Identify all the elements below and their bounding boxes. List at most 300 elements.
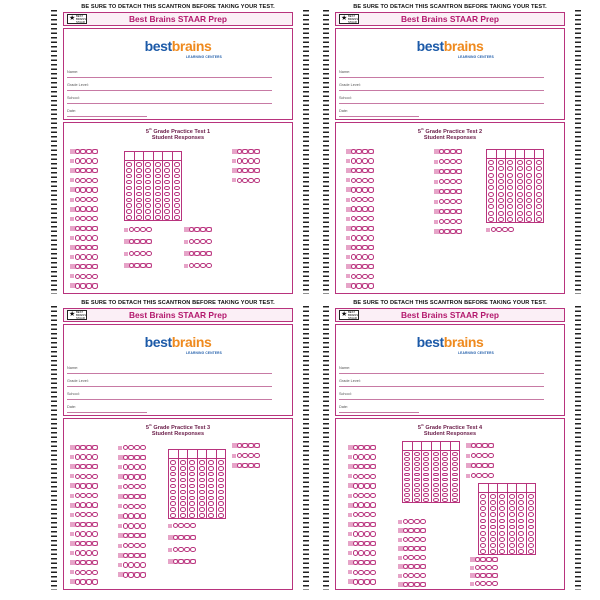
answer-bubble[interactable] — [194, 227, 199, 232]
answer-bubble[interactable] — [80, 522, 85, 527]
answer-bubble[interactable] — [444, 159, 449, 164]
digit-bubble[interactable] — [174, 215, 180, 220]
answer-bubble[interactable] — [368, 158, 373, 163]
answer-bubble[interactable] — [92, 245, 97, 250]
answer-bubble[interactable] — [351, 187, 356, 192]
digit-bubble[interactable] — [199, 490, 205, 495]
digit-bubble[interactable] — [155, 192, 161, 197]
answer-bubble-row[interactable] — [70, 178, 98, 183]
digit-bubble[interactable] — [507, 192, 513, 197]
answer-bubble[interactable] — [86, 254, 91, 259]
answer-bubble[interactable] — [403, 519, 408, 524]
digit-bubble[interactable] — [499, 500, 505, 505]
answer-bubble[interactable] — [444, 169, 449, 174]
digit-bubble[interactable] — [404, 452, 410, 456]
answer-bubble[interactable] — [80, 274, 85, 279]
answer-bubble[interactable] — [403, 546, 408, 551]
school-field[interactable]: School: — [67, 95, 272, 104]
answer-bubble[interactable] — [408, 573, 413, 578]
digit-bubble[interactable] — [136, 192, 142, 197]
answer-bubble[interactable] — [75, 483, 80, 488]
answer-bubble[interactable] — [184, 523, 189, 528]
digit-bubble[interactable] — [404, 498, 410, 502]
answer-bubble[interactable] — [368, 216, 373, 221]
answer-bubble[interactable] — [420, 573, 425, 578]
answer-bubble[interactable] — [92, 216, 97, 221]
answer-bubble[interactable] — [92, 531, 97, 536]
digit-bubble[interactable] — [136, 180, 142, 185]
answer-bubble-row[interactable] — [346, 197, 374, 202]
digit-bubble[interactable] — [498, 185, 504, 190]
answer-bubble[interactable] — [128, 543, 133, 548]
answer-bubble-row[interactable] — [70, 445, 98, 450]
digit-bubble[interactable] — [208, 490, 214, 495]
answer-bubble-row[interactable] — [470, 557, 498, 562]
griddable-response[interactable] — [478, 483, 536, 555]
answer-bubble[interactable] — [456, 189, 461, 194]
answer-bubble[interactable] — [123, 484, 128, 489]
digit-bubble[interactable] — [509, 537, 515, 542]
answer-bubble[interactable] — [92, 235, 97, 240]
answer-bubble-row[interactable] — [118, 514, 146, 519]
answer-bubble[interactable] — [414, 564, 419, 569]
answer-bubble[interactable] — [471, 453, 476, 458]
answer-bubble[interactable] — [362, 254, 367, 259]
digit-bubble[interactable] — [174, 162, 180, 167]
digit-bubble[interactable] — [189, 501, 195, 506]
digit-bubble[interactable] — [528, 494, 534, 499]
digit-bubble[interactable] — [499, 506, 505, 511]
answer-bubble[interactable] — [370, 454, 375, 459]
answer-bubble[interactable] — [368, 168, 373, 173]
answer-bubble[interactable] — [444, 179, 449, 184]
answer-bubble[interactable] — [128, 533, 133, 538]
school-field[interactable]: School: — [339, 391, 544, 400]
answer-bubble[interactable] — [356, 245, 361, 250]
answer-bubble[interactable] — [254, 168, 259, 173]
answer-bubble-row[interactable] — [434, 149, 462, 154]
answer-bubble-row[interactable] — [348, 493, 376, 498]
digit-bubble[interactable] — [208, 472, 214, 477]
answer-bubble[interactable] — [450, 199, 455, 204]
answer-bubble[interactable] — [123, 523, 128, 528]
digit-bubble[interactable] — [208, 460, 214, 465]
answer-bubble[interactable] — [475, 581, 480, 586]
answer-bubble-row[interactable] — [118, 504, 146, 509]
digit-bubble[interactable] — [498, 211, 504, 216]
digit-bubble[interactable] — [145, 198, 151, 203]
digit-bubble[interactable] — [145, 215, 151, 220]
digit-bubble[interactable] — [499, 519, 505, 524]
answer-bubble-row[interactable] — [70, 159, 98, 164]
digit-bubble[interactable] — [199, 513, 205, 518]
answer-bubble[interactable] — [370, 550, 375, 555]
answer-bubble[interactable] — [146, 263, 151, 268]
answer-bubble-row[interactable] — [434, 169, 462, 174]
digit-bubble[interactable] — [164, 203, 170, 208]
answer-bubble[interactable] — [134, 464, 139, 469]
answer-bubble[interactable] — [123, 464, 128, 469]
answer-bubble[interactable] — [75, 226, 80, 231]
digit-bubble[interactable] — [155, 203, 161, 208]
answer-bubble[interactable] — [254, 158, 259, 163]
answer-bubble[interactable] — [86, 445, 91, 450]
answer-bubble[interactable] — [356, 283, 361, 288]
answer-bubble[interactable] — [370, 474, 375, 479]
answer-bubble[interactable] — [456, 149, 461, 154]
answer-bubble[interactable] — [370, 445, 375, 450]
answer-bubble[interactable] — [86, 197, 91, 202]
answer-bubble-row[interactable] — [124, 239, 152, 244]
digit-bubble[interactable] — [180, 478, 186, 483]
answer-bubble[interactable] — [123, 533, 128, 538]
school-field[interactable]: School: — [67, 391, 272, 400]
digit-bubble[interactable] — [404, 478, 410, 482]
answer-bubble[interactable] — [128, 464, 133, 469]
digit-bubble[interactable] — [526, 173, 532, 178]
answer-bubble[interactable] — [128, 513, 133, 518]
answer-bubble[interactable] — [358, 474, 363, 479]
digit-bubble[interactable] — [208, 484, 214, 489]
digit-bubble[interactable] — [480, 525, 486, 530]
digit-bubble[interactable] — [174, 174, 180, 179]
answer-bubble-row[interactable] — [348, 483, 376, 488]
digit-bubble[interactable] — [452, 457, 458, 461]
answer-bubble[interactable] — [134, 484, 139, 489]
answer-bubble[interactable] — [370, 512, 375, 517]
griddable-response[interactable] — [124, 151, 182, 221]
answer-bubble-row[interactable] — [70, 455, 98, 460]
answer-bubble[interactable] — [92, 264, 97, 269]
digit-bubble[interactable] — [433, 467, 439, 471]
answer-bubble[interactable] — [351, 206, 356, 211]
digit-bubble[interactable] — [488, 211, 494, 216]
digit-bubble[interactable] — [488, 160, 494, 165]
digit-bubble[interactable] — [164, 162, 170, 167]
answer-bubble[interactable] — [80, 168, 85, 173]
answer-bubble[interactable] — [237, 178, 242, 183]
answer-bubble[interactable] — [80, 445, 85, 450]
answer-bubble[interactable] — [439, 229, 444, 234]
digit-bubble[interactable] — [136, 198, 142, 203]
digit-bubble[interactable] — [488, 192, 494, 197]
digit-bubble[interactable] — [199, 478, 205, 483]
answer-bubble[interactable] — [92, 149, 97, 154]
answer-bubble[interactable] — [364, 579, 369, 584]
answer-bubble[interactable] — [358, 560, 363, 565]
answer-bubble[interactable] — [439, 209, 444, 214]
answer-bubble[interactable] — [356, 264, 361, 269]
answer-bubble[interactable] — [364, 522, 369, 527]
digit-bubble[interactable] — [442, 457, 448, 461]
answer-bubble[interactable] — [140, 543, 145, 548]
answer-bubble[interactable] — [358, 522, 363, 527]
digit-bubble[interactable] — [526, 198, 532, 203]
digit-bubble[interactable] — [208, 466, 214, 471]
answer-bubble[interactable] — [476, 443, 481, 448]
answer-bubble-row[interactable] — [346, 187, 374, 192]
digit-bubble[interactable] — [174, 203, 180, 208]
answer-bubble[interactable] — [75, 502, 80, 507]
answer-bubble[interactable] — [134, 251, 139, 256]
digit-bubble[interactable] — [174, 168, 180, 173]
digit-bubble[interactable] — [507, 204, 513, 209]
answer-bubble-row[interactable] — [70, 579, 98, 584]
digit-bubble[interactable] — [490, 543, 496, 548]
answer-bubble[interactable] — [368, 283, 373, 288]
digit-bubble[interactable] — [490, 500, 496, 505]
digit-bubble[interactable] — [480, 543, 486, 548]
digit-bubble[interactable] — [126, 215, 132, 220]
digit-bubble[interactable] — [189, 513, 195, 518]
answer-bubble-row[interactable] — [184, 239, 212, 244]
digit-bubble[interactable] — [480, 506, 486, 511]
answer-bubble[interactable] — [414, 582, 419, 587]
digit-bubble[interactable] — [480, 494, 486, 499]
digit-bubble[interactable] — [526, 204, 532, 209]
answer-bubble-row[interactable] — [348, 560, 376, 565]
digit-bubble[interactable] — [433, 473, 439, 477]
answer-bubble-row[interactable] — [348, 522, 376, 527]
answer-bubble[interactable] — [194, 251, 199, 256]
answer-bubble[interactable] — [86, 483, 91, 488]
answer-bubble[interactable] — [92, 560, 97, 565]
answer-bubble[interactable] — [356, 178, 361, 183]
answer-bubble[interactable] — [353, 550, 358, 555]
answer-bubble[interactable] — [92, 254, 97, 259]
answer-bubble[interactable] — [353, 522, 358, 527]
answer-bubble[interactable] — [80, 570, 85, 575]
answer-bubble[interactable] — [368, 245, 373, 250]
answer-bubble[interactable] — [420, 564, 425, 569]
answer-bubble-row[interactable] — [70, 531, 98, 536]
answer-bubble-row[interactable] — [70, 474, 98, 479]
answer-bubble[interactable] — [128, 523, 133, 528]
date-field[interactable]: Date: — [339, 404, 419, 413]
answer-bubble[interactable] — [439, 199, 444, 204]
answer-bubble[interactable] — [362, 206, 367, 211]
digit-bubble[interactable] — [536, 185, 542, 190]
answer-bubble[interactable] — [190, 523, 195, 528]
answer-bubble-row[interactable] — [346, 216, 374, 221]
digit-bubble[interactable] — [509, 525, 515, 530]
digit-bubble[interactable] — [433, 488, 439, 492]
digit-bubble[interactable] — [518, 519, 524, 524]
digit-bubble[interactable] — [442, 462, 448, 466]
digit-bubble[interactable] — [518, 506, 524, 511]
answer-bubble[interactable] — [75, 158, 80, 163]
digit-bubble[interactable] — [208, 501, 214, 506]
answer-bubble[interactable] — [146, 227, 151, 232]
answer-bubble[interactable] — [80, 187, 85, 192]
answer-bubble[interactable] — [351, 226, 356, 231]
answer-bubble[interactable] — [80, 464, 85, 469]
answer-bubble-row[interactable] — [70, 512, 98, 517]
answer-bubble[interactable] — [80, 264, 85, 269]
answer-bubble[interactable] — [414, 546, 419, 551]
answer-bubble[interactable] — [444, 219, 449, 224]
answer-bubble[interactable] — [480, 565, 485, 570]
answer-bubble-row[interactable] — [124, 227, 152, 232]
digit-bubble[interactable] — [536, 198, 542, 203]
answer-bubble[interactable] — [86, 206, 91, 211]
answer-bubble[interactable] — [86, 454, 91, 459]
answer-bubble[interactable] — [456, 199, 461, 204]
answer-bubble[interactable] — [86, 560, 91, 565]
digit-bubble[interactable] — [126, 192, 132, 197]
digit-bubble[interactable] — [528, 537, 534, 542]
digit-bubble[interactable] — [442, 452, 448, 456]
answer-bubble[interactable] — [86, 149, 91, 154]
digit-bubble[interactable] — [499, 512, 505, 517]
answer-bubble[interactable] — [75, 216, 80, 221]
answer-bubble[interactable] — [480, 573, 485, 578]
answer-bubble[interactable] — [364, 454, 369, 459]
answer-bubble[interactable] — [80, 579, 85, 584]
answer-bubble[interactable] — [370, 493, 375, 498]
answer-bubble[interactable] — [408, 582, 413, 587]
answer-bubble[interactable] — [86, 531, 91, 536]
answer-bubble[interactable] — [80, 216, 85, 221]
answer-bubble-row[interactable] — [168, 547, 196, 552]
answer-bubble[interactable] — [353, 570, 358, 575]
answer-bubble[interactable] — [190, 535, 195, 540]
answer-bubble[interactable] — [123, 543, 128, 548]
answer-bubble[interactable] — [356, 226, 361, 231]
digit-bubble[interactable] — [518, 494, 524, 499]
digit-bubble[interactable] — [189, 466, 195, 471]
answer-bubble[interactable] — [75, 531, 80, 536]
digit-bubble[interactable] — [509, 494, 515, 499]
digit-bubble[interactable] — [164, 215, 170, 220]
answer-bubble[interactable] — [140, 523, 145, 528]
answer-bubble[interactable] — [178, 535, 183, 540]
answer-bubble[interactable] — [439, 189, 444, 194]
digit-bubble[interactable] — [480, 537, 486, 542]
answer-bubble-row[interactable] — [470, 573, 498, 578]
answer-bubble-row[interactable] — [434, 209, 462, 214]
answer-bubble[interactable] — [496, 227, 501, 232]
answer-bubble[interactable] — [351, 216, 356, 221]
digit-bubble[interactable] — [145, 174, 151, 179]
answer-bubble[interactable] — [358, 541, 363, 546]
answer-bubble[interactable] — [194, 263, 199, 268]
answer-bubble-row[interactable] — [118, 523, 146, 528]
griddable-entry-row[interactable] — [169, 450, 225, 459]
digit-bubble[interactable] — [498, 204, 504, 209]
digit-bubble[interactable] — [452, 462, 458, 466]
answer-bubble-row[interactable] — [70, 522, 98, 527]
answer-bubble[interactable] — [248, 168, 253, 173]
answer-bubble[interactable] — [86, 158, 91, 163]
answer-bubble-row[interactable] — [118, 543, 146, 548]
answer-bubble[interactable] — [248, 463, 253, 468]
answer-bubble[interactable] — [75, 245, 80, 250]
answer-bubble[interactable] — [189, 239, 194, 244]
answer-bubble[interactable] — [420, 582, 425, 587]
answer-bubble[interactable] — [242, 463, 247, 468]
answer-bubble[interactable] — [351, 264, 356, 269]
answer-bubble[interactable] — [134, 504, 139, 509]
digit-bubble[interactable] — [488, 173, 494, 178]
digit-bubble[interactable] — [490, 549, 496, 554]
digit-bubble[interactable] — [433, 483, 439, 487]
answer-bubble[interactable] — [403, 582, 408, 587]
answer-bubble[interactable] — [420, 528, 425, 533]
answer-bubble[interactable] — [420, 519, 425, 524]
digit-bubble[interactable] — [517, 166, 523, 171]
digit-bubble[interactable] — [507, 173, 513, 178]
answer-bubble[interactable] — [92, 283, 97, 288]
digit-bubble[interactable] — [414, 467, 420, 471]
answer-bubble[interactable] — [364, 483, 369, 488]
answer-bubble[interactable] — [358, 445, 363, 450]
digit-bubble[interactable] — [526, 192, 532, 197]
answer-bubble[interactable] — [128, 572, 133, 577]
answer-bubble-row[interactable] — [70, 464, 98, 469]
answer-bubble-row[interactable] — [184, 263, 212, 268]
answer-bubble-row[interactable] — [466, 463, 494, 468]
answer-bubble[interactable] — [123, 504, 128, 509]
answer-bubble[interactable] — [237, 463, 242, 468]
answer-bubble[interactable] — [237, 443, 242, 448]
answer-bubble[interactable] — [488, 453, 493, 458]
answer-bubble-row[interactable] — [232, 149, 260, 154]
answer-bubble[interactable] — [362, 245, 367, 250]
digit-bubble[interactable] — [180, 507, 186, 512]
answer-bubble-row[interactable] — [70, 274, 98, 279]
answer-bubble[interactable] — [456, 159, 461, 164]
answer-bubble[interactable] — [75, 445, 80, 450]
digit-bubble[interactable] — [452, 488, 458, 492]
answer-bubble[interactable] — [450, 159, 455, 164]
answer-bubble[interactable] — [92, 502, 97, 507]
answer-bubble-row[interactable] — [118, 455, 146, 460]
answer-bubble[interactable] — [368, 178, 373, 183]
digit-bubble[interactable] — [517, 173, 523, 178]
answer-bubble[interactable] — [351, 235, 356, 240]
answer-bubble[interactable] — [129, 263, 134, 268]
digit-bubble[interactable] — [180, 496, 186, 501]
digit-bubble[interactable] — [518, 531, 524, 536]
digit-bubble[interactable] — [404, 483, 410, 487]
digit-bubble[interactable] — [218, 472, 224, 477]
digit-bubble[interactable] — [404, 462, 410, 466]
answer-bubble[interactable] — [356, 235, 361, 240]
answer-bubble[interactable] — [370, 522, 375, 527]
answer-bubble[interactable] — [358, 464, 363, 469]
answer-bubble[interactable] — [242, 443, 247, 448]
answer-bubble[interactable] — [140, 464, 145, 469]
answer-bubble[interactable] — [123, 572, 128, 577]
digit-bubble[interactable] — [218, 496, 224, 501]
digit-bubble[interactable] — [452, 493, 458, 497]
digit-bubble[interactable] — [442, 473, 448, 477]
answer-bubble[interactable] — [134, 263, 139, 268]
answer-bubble[interactable] — [128, 484, 133, 489]
digit-bubble[interactable] — [136, 162, 142, 167]
answer-bubble[interactable] — [364, 474, 369, 479]
answer-bubble[interactable] — [471, 443, 476, 448]
answer-bubble[interactable] — [242, 168, 247, 173]
answer-bubble[interactable] — [86, 579, 91, 584]
answer-bubble[interactable] — [351, 168, 356, 173]
answer-bubble[interactable] — [86, 235, 91, 240]
answer-bubble[interactable] — [471, 463, 476, 468]
answer-bubble[interactable] — [362, 226, 367, 231]
answer-bubble[interactable] — [92, 274, 97, 279]
answer-bubble[interactable] — [75, 579, 80, 584]
